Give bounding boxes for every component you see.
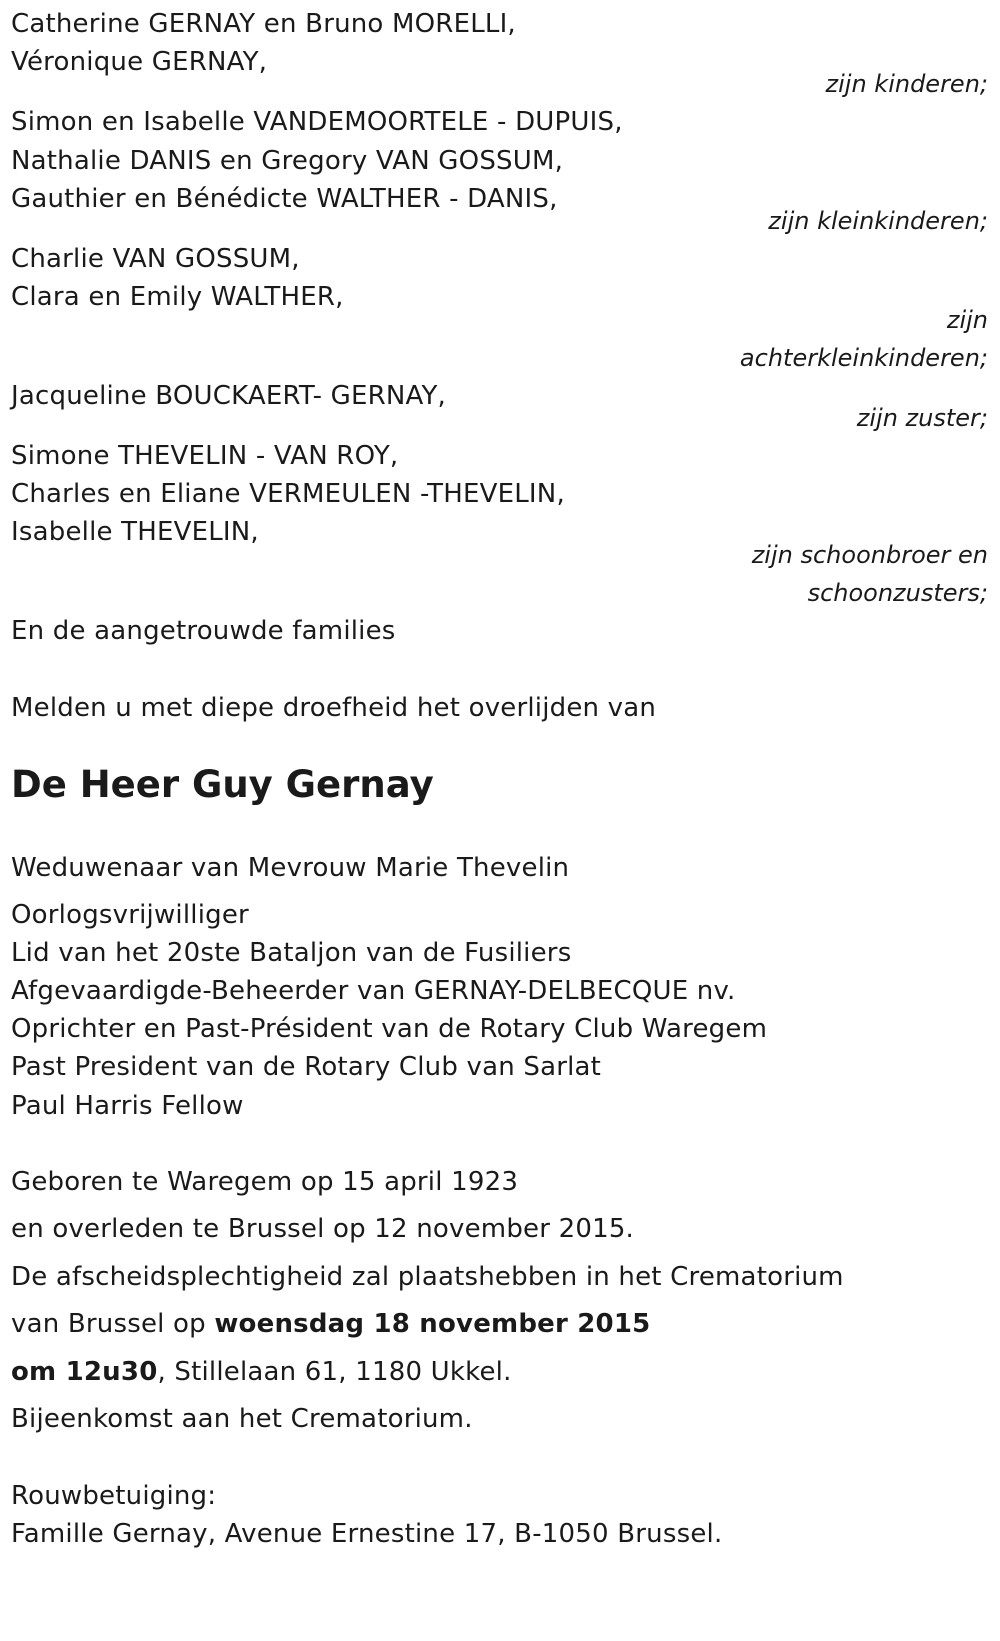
title-line-1: Oorlogsvrijwilliger xyxy=(11,900,249,930)
ceremony-address: , Stillelaan 61, 1180 Ukkel. xyxy=(157,1357,512,1387)
title-line-2: Lid van het 20ste Bataljon van de Fusiliers xyxy=(11,938,572,968)
in-laws-relation-line-1: zijn schoonbroer en xyxy=(751,541,988,569)
birth-line: Geboren te Waregem op 15 april 1923 xyxy=(11,1167,519,1197)
great-grandchildren-name-2: Clara en Emily WALTHER, xyxy=(11,282,344,312)
ceremony-prefix: van Brussel op xyxy=(11,1309,215,1339)
title-line-4: Oprichter en Past-Président van de Rotary Club Waregem xyxy=(11,1014,768,1044)
condolences-label: Rouwbetuiging: xyxy=(11,1481,217,1511)
deceased-name: De Heer Guy Gernay xyxy=(11,763,434,806)
title-line-3: Afgevaardigde-Beheerder van GERNAY-DELBECQUE nv. xyxy=(11,976,736,1006)
title-line-6: Paul Harris Fellow xyxy=(11,1091,244,1121)
grandchildren-name-3: Gauthier en Bénédicte WALTHER - DANIS, xyxy=(11,184,558,214)
sister-name: Jacqueline BOUCKAERT- GERNAY, xyxy=(11,381,447,411)
grandchildren-name-1: Simon en Isabelle VANDEMOORTELE - DUPUIS, xyxy=(11,107,623,137)
in-laws-name-3: Isabelle THEVELIN, xyxy=(11,517,259,547)
great-grandchildren-relation-line-1: zijn xyxy=(946,306,988,334)
grandchildren-name-2: Nathalie DANIS en Gregory VAN GOSSUM, xyxy=(11,146,564,176)
in-laws-relation-line-2: schoonzusters; xyxy=(807,579,988,607)
in-laws-name-2: Charles en Eliane VERMEULEN -THEVELIN, xyxy=(11,479,565,509)
gathering-line: Bijeenkomst aan het Crematorium. xyxy=(11,1404,473,1434)
grandchildren-relation: zijn kleinkinderen; xyxy=(768,207,988,235)
great-grandchildren-relation-line-2: achterkleinkinderen; xyxy=(739,344,988,372)
great-grandchildren-name-1: Charlie VAN GOSSUM, xyxy=(11,244,300,274)
children-name-2: Véronique GERNAY, xyxy=(11,47,268,77)
ceremony-time: om 12u30 xyxy=(11,1357,158,1387)
children-relation: zijn kinderen; xyxy=(825,70,988,98)
children-name-1: Catherine GERNAY en Bruno MORELLI, xyxy=(11,9,516,39)
ceremony-date: woensdag 18 november 2015 xyxy=(214,1309,651,1339)
widower-line: Weduwenaar van Mevrouw Marie Thevelin xyxy=(11,853,570,883)
extended-families: En de aangetrouwde families xyxy=(11,616,396,646)
in-laws-name-1: Simone THEVELIN - VAN ROY, xyxy=(11,441,399,471)
announcement-text: Melden u met diepe droefheid het overlijden van xyxy=(11,693,657,723)
ceremony-line-1: De afscheidsplechtigheid zal plaatshebben in het Crematorium xyxy=(11,1262,844,1292)
death-line: en overleden te Brussel op 12 november 2015. xyxy=(11,1214,635,1244)
ceremony-line-2 xyxy=(11,1309,650,1339)
title-line-5: Past President van de Rotary Club van Sarlat xyxy=(11,1052,602,1082)
condolences-address: Famille Gernay, Avenue Ernestine 17, B-1050 Brussel. xyxy=(11,1519,723,1549)
sister-relation: zijn zuster; xyxy=(856,404,988,432)
ceremony-line-3 xyxy=(11,1357,512,1387)
